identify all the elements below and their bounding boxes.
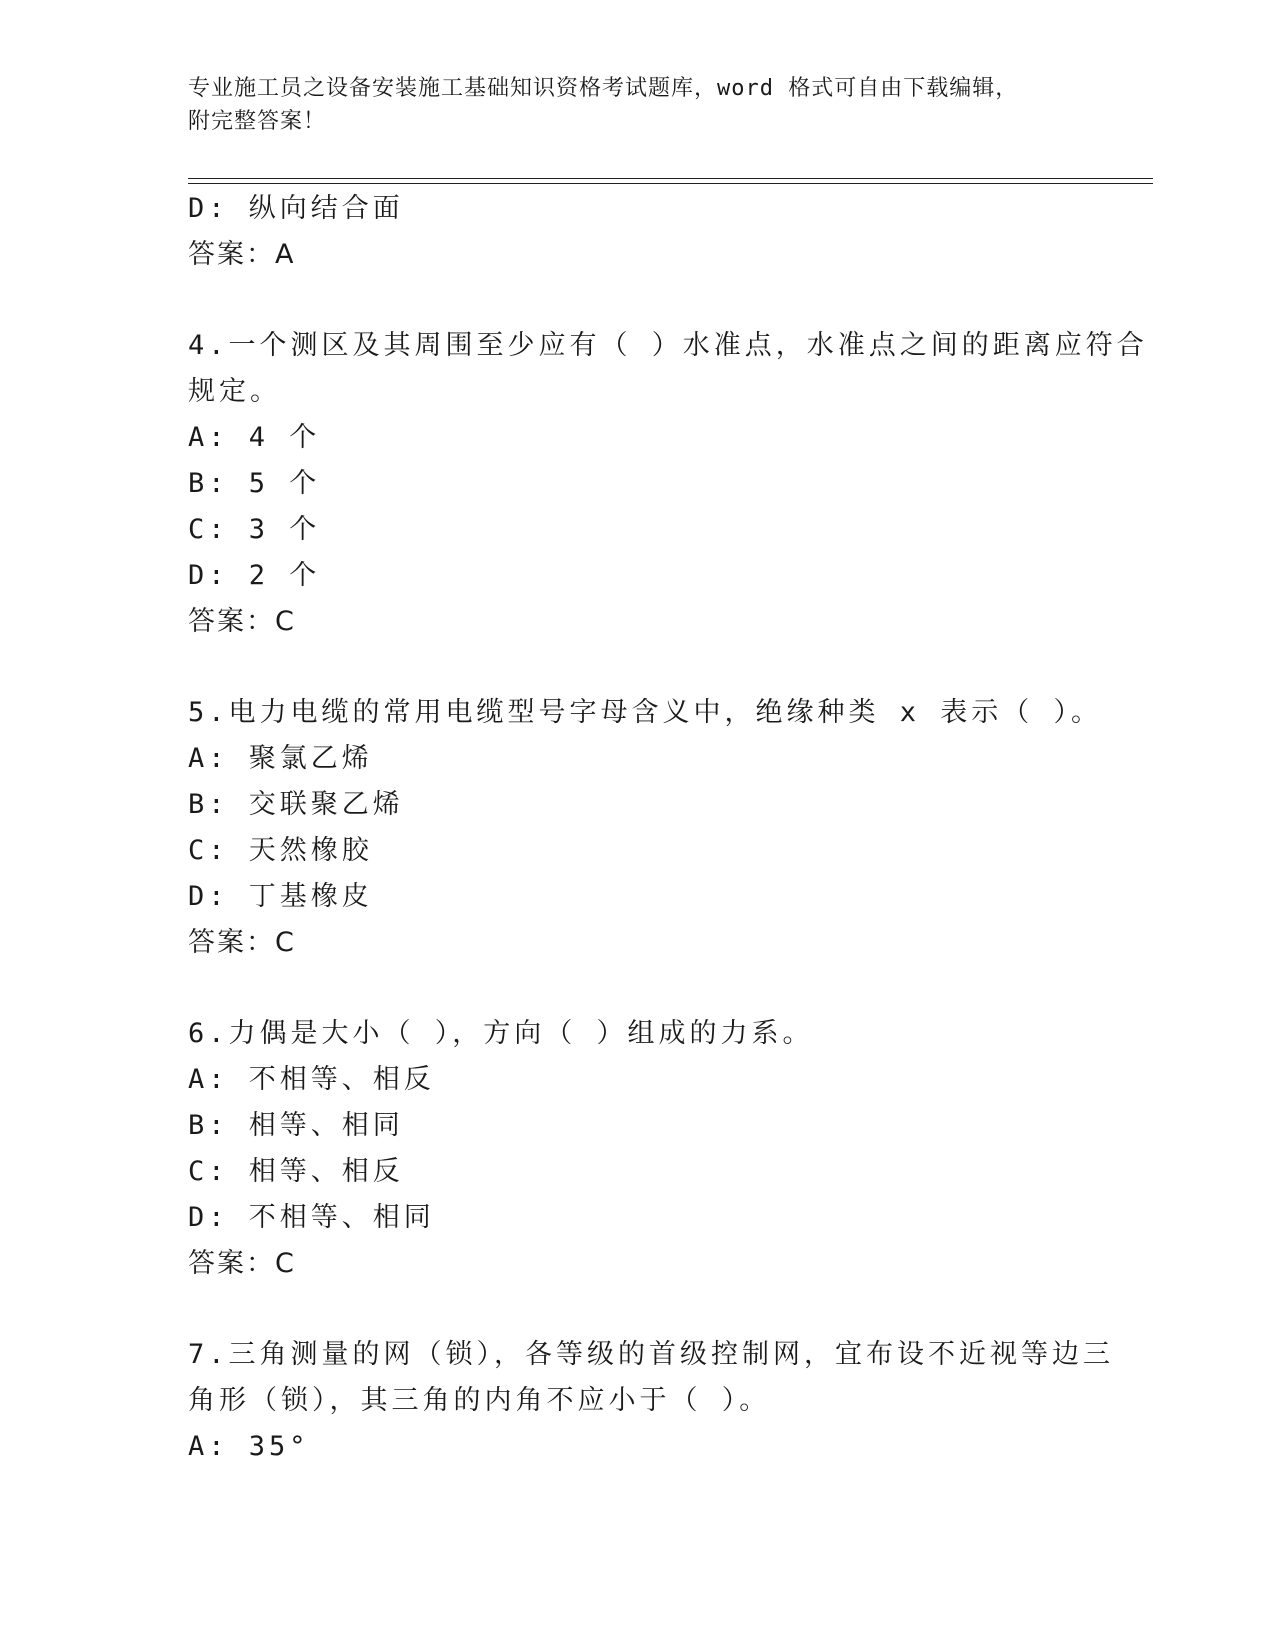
question-stem-line: 5.电力电缆的常用电缆型号字母含义中，绝缘种类 x 表示（ ）。: [188, 697, 1103, 728]
question-stem-line: 6.力偶是大小（ ），方向（ ）组成的力系。: [188, 1018, 814, 1049]
question-stem-line: 角形（锁），其三角的内角不应小于（ ）。: [188, 1385, 771, 1416]
option-b: B: 5 个: [188, 468, 321, 499]
option-d: D: 纵向结合面: [188, 193, 404, 224]
option-c: C: 天然橡胶: [188, 835, 373, 866]
header-line-1: 专业施工员之设备安装施工基础知识资格考试题库，word 格式可自由下载编辑，: [188, 76, 1019, 101]
option-c: C: 3 个: [188, 514, 321, 545]
option-d: D: 丁基橡皮: [188, 881, 373, 912]
option-a: A: 不相等、相反: [188, 1064, 435, 1095]
question-4: [188, 323, 1148, 645]
question-5: [188, 690, 1103, 966]
question-stem-line: 4.一个测区及其周围至少应有（ ）水准点，水准点之间的距离应符合: [188, 330, 1148, 361]
question-6: [188, 1011, 1088, 1287]
question-stem-line: 7.三角测量的网（锁），各等级的首级控制网，宜布设不近视等边三: [188, 1339, 1115, 1370]
header-divider-top: [188, 178, 1153, 179]
header-divider-bottom: [188, 183, 1153, 184]
answer-line: 答案：C: [188, 1248, 296, 1279]
option-a: A: 聚氯乙烯: [188, 743, 373, 774]
answer-line: 答案：C: [188, 606, 296, 637]
header-line-2: 附完整答案！: [188, 109, 327, 134]
option-b: B: 相等、相同: [188, 1110, 404, 1141]
option-a: A: 35°: [188, 1431, 310, 1462]
option-d: D: 不相等、相同: [188, 1202, 435, 1233]
question-stem-line: 规定。: [188, 376, 281, 407]
answer-line: 答案：A: [188, 239, 296, 270]
option-c: C: 相等、相反: [188, 1156, 404, 1187]
document-header: [188, 72, 1088, 138]
answer-line: 答案：C: [188, 927, 296, 958]
option-b: B: 交联聚乙烯: [188, 789, 404, 820]
option-a: A: 4 个: [188, 422, 321, 453]
question-7: [188, 1332, 1115, 1470]
question-list: [188, 186, 1148, 1470]
question-3-fragment: [188, 186, 1088, 278]
option-d: D: 2 个: [188, 560, 321, 591]
